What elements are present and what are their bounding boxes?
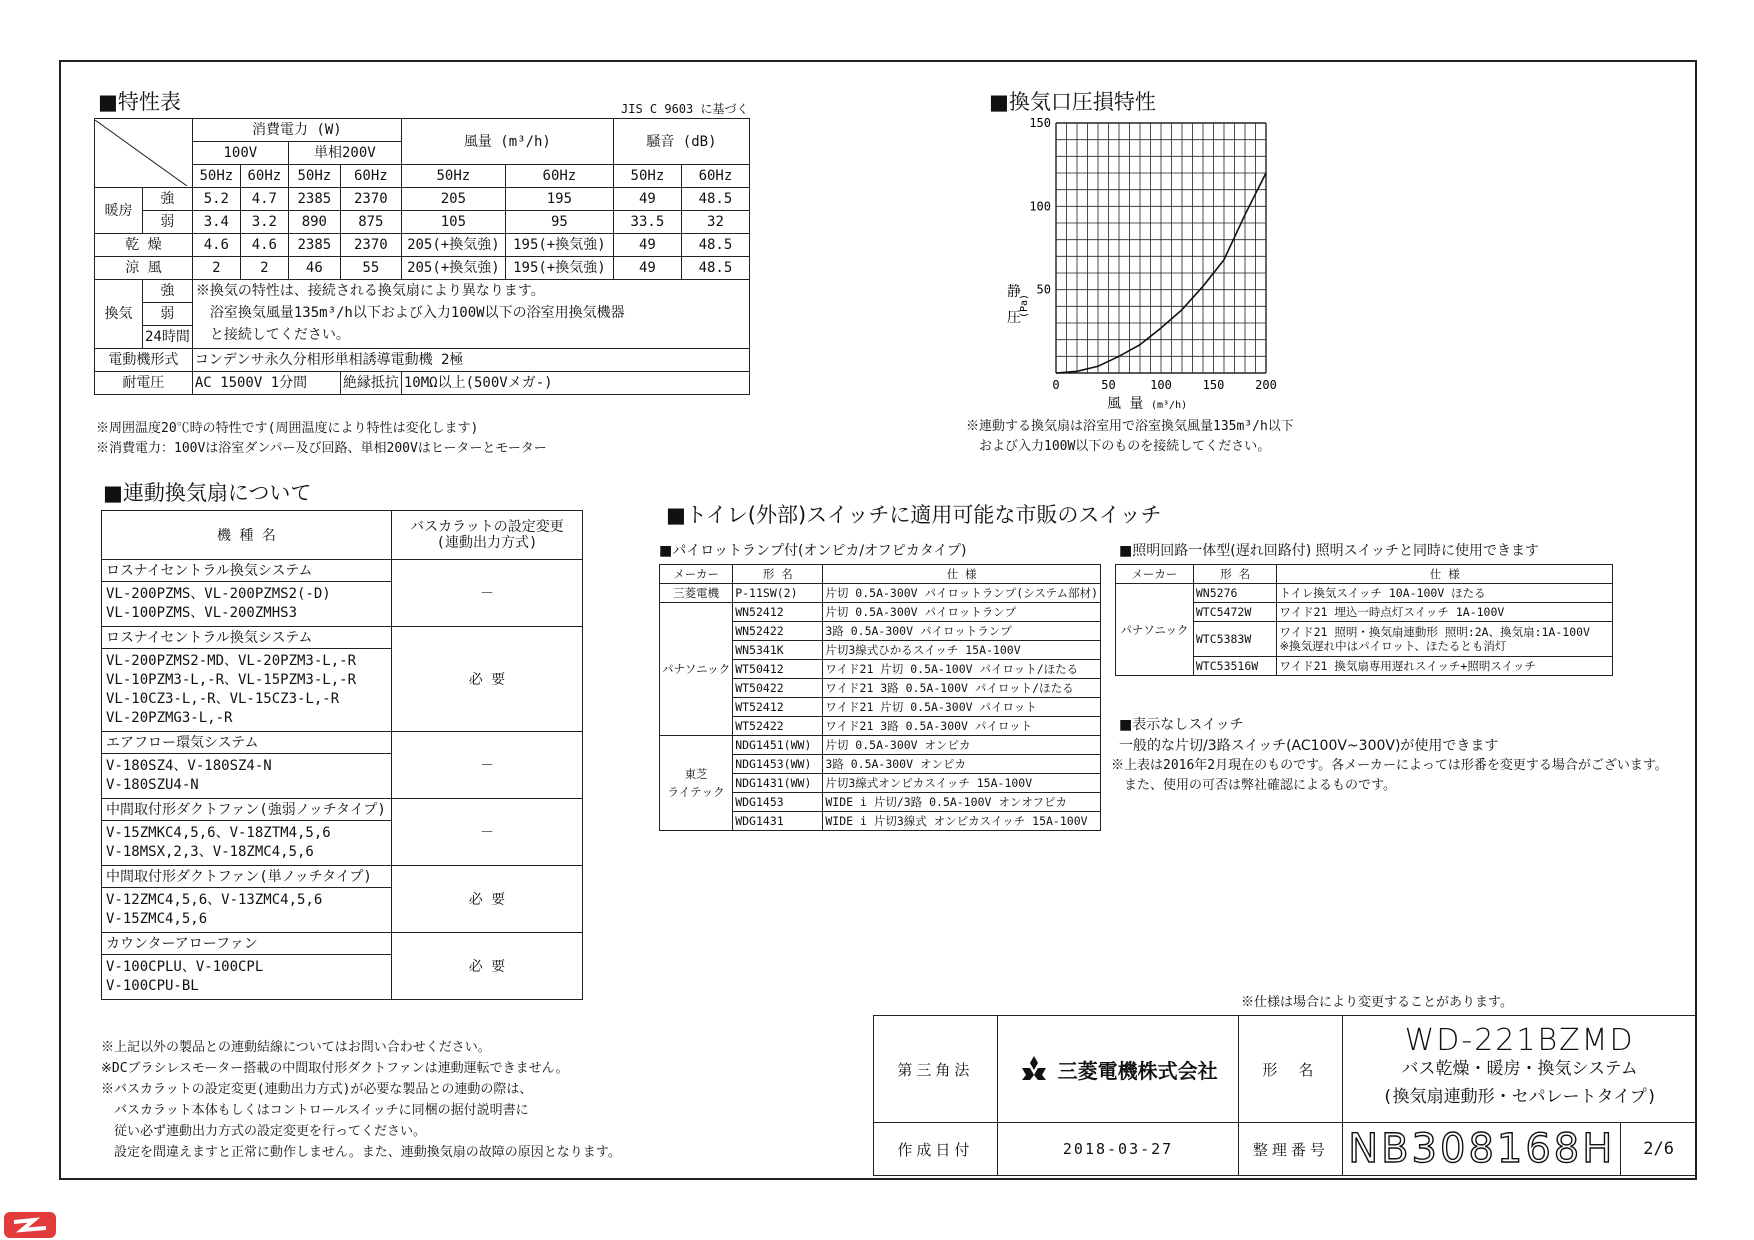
x-tick-label: 200 — [1255, 378, 1277, 392]
y-tick-label: 50 — [1036, 282, 1051, 297]
pressure-notes — [966, 417, 1294, 457]
col-model: 形 名 — [733, 565, 823, 584]
value-cell: 5.2 — [192, 188, 240, 211]
row-label-weak: 弱 — [143, 303, 193, 326]
value-cell: 46 — [288, 257, 340, 280]
spec-table — [94, 118, 750, 395]
switch-model: WDG1431 — [733, 812, 823, 831]
switch-spec: WIDE i 片切/3路 0.5A-100V オンオフピカ — [823, 793, 1101, 812]
mitsubishi-logo-icon — [1019, 1056, 1049, 1082]
row-label-weak: 弱 — [143, 211, 193, 234]
maker-toshiba — [660, 736, 733, 831]
value-cell: 3.4 — [192, 211, 240, 234]
switch-model: WTC5383W — [1193, 622, 1277, 657]
switch-model: NDG1453(WW) — [733, 755, 823, 774]
value-cell: 4.7 — [240, 188, 288, 211]
maker-toshiba-line: ライテック — [667, 785, 725, 799]
toilet-notes — [1111, 756, 1668, 796]
hz-header: 50Hz — [401, 165, 505, 188]
value-cell: 205 — [401, 188, 505, 211]
fan-setting-value: 必 要 — [391, 933, 582, 1000]
hz-header: 60Hz — [505, 165, 613, 188]
fan-setting-value: 必 要 — [391, 627, 582, 732]
product-name: バス乾燥・暖房・換気システム — [1401, 1059, 1638, 1079]
v200-header: 単相200V — [288, 142, 401, 165]
pressure-title: ■換気口圧損特性 — [989, 90, 1156, 114]
row-heat-weak — [95, 211, 750, 234]
pilot-switch-table — [659, 564, 1101, 831]
value-cell: 49 — [613, 234, 681, 257]
fan-col-setting-line: バスカラットの設定変更 — [410, 519, 564, 535]
col-maker: メーカー — [660, 565, 733, 584]
fan-setting-value: － — [391, 732, 582, 799]
switch-spec: ワイド21 照明・換気扇連動形 照明:2A、換気扇:1A-100V ※換気遅れ中はパイロット、ほたるとも消灯 — [1277, 622, 1613, 657]
value-cell: 2385 — [288, 188, 340, 211]
switch-model: WDG1453 — [733, 793, 823, 812]
company-name: 三菱電機株式会社 — [1057, 1058, 1218, 1083]
x-tick-label: 50 — [1101, 378, 1116, 392]
value-cell: 205(+換気強) — [401, 257, 505, 280]
airflow-header: 風量 (m³/h) — [401, 119, 613, 165]
fan-setting-value: 必 要 — [391, 866, 582, 933]
insulation-label: 絶縁抵抗 — [340, 372, 401, 395]
fan-setting-value: － — [391, 560, 582, 627]
fan-models: VL-200PZMS2-MD、VL-20PZM3-L,-R VL-10PZM3-L,-R、VL-15PZM3-L,-R VL-10CZ3-L,-R、VL-15CZ3-L,-R VL-20PZMG3-L,-R — [102, 649, 392, 732]
switch-model: WT52412 — [733, 698, 823, 717]
diagonal-cell — [95, 119, 193, 188]
switch-spec: 片切3線式オンピカスイッチ 15A-100V — [823, 774, 1101, 793]
power-header: 消費電力 (W) — [192, 119, 401, 142]
spec-notes — [96, 419, 547, 459]
switch-spec: 3路 0.5A-300V パイロットランプ — [823, 622, 1101, 641]
pressure-note: ※連動する換気扇は浴室用で浴室換気風量135m³/h以下 — [966, 419, 1294, 434]
row-label-cooling: 涼 風 — [95, 257, 193, 280]
value-cell: 95 — [505, 211, 613, 234]
spec-note: ※消費電力：100Vは浴室ダンパー及び回路、単相200Vはヒーターとモーター — [96, 441, 547, 456]
date-label: 作成日付 — [874, 1123, 998, 1176]
value-cell: 55 — [340, 257, 401, 280]
light-switch-table — [1115, 564, 1613, 676]
model-cell — [1343, 1016, 1697, 1123]
fan-category: ロスナイセントラル換気システム — [102, 560, 392, 582]
switch-spec: トイレ換気スイッチ 10A-100V ほたる — [1277, 584, 1613, 603]
switch-spec: 片切3線式ひかるスイッチ 15A-100V — [823, 641, 1101, 660]
pressure-chart — [961, 112, 1301, 412]
spec-title: ■特性表 — [98, 90, 181, 114]
row-dry — [95, 234, 750, 257]
voltage-label: 耐電圧 — [95, 372, 193, 395]
value-cell: 2370 — [340, 234, 401, 257]
fan-col-model: 機 種 名 — [102, 511, 392, 560]
vent-note-line: と接続してください。 — [195, 327, 350, 343]
row-label-24h: 24時間 — [143, 326, 193, 349]
projection-method: 第三角法 — [874, 1016, 998, 1123]
toilet-note: ※上表は2016年2月現在のものです。各メーカーによっては形番を変更する場合がございます。 — [1111, 758, 1668, 773]
maker-panasonic: パナソニック — [1116, 584, 1194, 676]
row-label-strong: 強 — [143, 280, 193, 303]
noise-header: 騒音 (dB) — [613, 119, 749, 165]
value-cell: 195 — [505, 188, 613, 211]
spec-change-note: ※仕様は場合により変更することがあります。 — [1241, 995, 1513, 1010]
col-maker: メーカー — [1116, 565, 1194, 584]
value-cell: 205(+換気強) — [401, 234, 505, 257]
fan-note: 設定を間違えますと正常に動作しません。また、連動換気扇の故障の原因となります。 — [101, 1145, 621, 1160]
drawing-sheet — [59, 60, 1697, 1180]
switch-model: WN52412 — [733, 603, 823, 622]
y-tick-label: 100 — [1029, 199, 1051, 214]
fan-col-setting — [391, 511, 582, 560]
none-switch-text: 一般的な片切/3路スイッチ(AC100V~300V)が使用できます — [1119, 738, 1499, 754]
value-cell: 49 — [613, 257, 681, 280]
value-cell: 875 — [340, 211, 401, 234]
date-value: 2018-03-27 — [997, 1123, 1239, 1176]
value-cell: 49 — [613, 188, 681, 211]
value-cell: 3.2 — [240, 211, 288, 234]
none-switch-title: ■表示なしスイッチ — [1119, 717, 1244, 733]
switch-model: WTC53516W — [1193, 657, 1277, 676]
value-cell: 2 — [192, 257, 240, 280]
value-cell: 32 — [681, 211, 749, 234]
switch-spec: ワイド21 埋込一時点灯スイッチ 1A-100V — [1277, 603, 1613, 622]
toilet-title: ■トイレ(外部)スイッチに適用可能な市販のスイッチ — [666, 503, 1162, 527]
value-cell: 4.6 — [240, 234, 288, 257]
y-axis-label: 静 — [1007, 284, 1021, 300]
page-number: 2/6 — [1621, 1123, 1697, 1176]
switch-model: NDG1431(WW) — [733, 774, 823, 793]
value-cell: 2385 — [288, 234, 340, 257]
motor-value: コンデンサ永久分相形単相誘導電動機 2極 — [192, 349, 749, 372]
hz-header: 60Hz — [681, 165, 749, 188]
pilot-title: ■パイロットランプ付(オンピカ/オフピカタイプ) — [659, 543, 967, 559]
hz-header: 50Hz — [613, 165, 681, 188]
switch-spec: 3路 0.5A-300V オンピカ — [823, 755, 1101, 774]
company-cell — [997, 1016, 1239, 1123]
fan-note: ※上記以外の製品との連動結線についてはお問い合わせください。 — [101, 1040, 491, 1055]
fan-title: ■連動換気扇について — [103, 481, 312, 505]
fan-category: カウンターアローファン — [102, 933, 392, 955]
maker-mitsubishi: 三菱電機 — [660, 584, 733, 603]
fan-models: V-100CPLU、V-100CPL V-100CPU-BL — [102, 955, 392, 1000]
value-cell: 105 — [401, 211, 505, 234]
value-cell: 33.5 — [613, 211, 681, 234]
fan-category: ロスナイセントラル換気システム — [102, 627, 392, 649]
fan-category: エアフロー環気システム — [102, 732, 392, 754]
pressure-note: および入力100W以下のものを接続してください。 — [966, 439, 1271, 454]
fan-models: V-15ZMKC4,5,6、V-18ZTM4,5,6 V-18MSX,2,3、V-18ZMC4,5,6 — [102, 821, 392, 866]
maker-toshiba-line: 東芝 — [684, 767, 708, 781]
hz-header: 60Hz — [340, 165, 401, 188]
fan-table — [101, 510, 583, 1000]
switch-model: WN52422 — [733, 622, 823, 641]
fan-note: 従い必ず連動出力方式の設定変更を行ってください。 — [101, 1124, 427, 1139]
fan-note: ※DCブラシレスモーター搭載の中間取付形ダクトファンは連動運転できません。 — [101, 1061, 569, 1076]
spec-standard: JIS C 9603 に基づく — [621, 102, 749, 116]
switch-spec: ワイド21 3路 0.5A-300V パイロット — [823, 717, 1101, 736]
value-cell: 48.5 — [681, 257, 749, 280]
switch-spec: ワイド21 換気扇専用遅れスイッチ+照明スイッチ — [1277, 657, 1613, 676]
fan-category: 中間取付形ダクトファン(単ノッチタイプ) — [102, 866, 392, 888]
value-cell: 2370 — [340, 188, 401, 211]
switch-model: WT50412 — [733, 660, 823, 679]
toilet-note: また、使用の可否は弊社確認によるものです。 — [1111, 778, 1396, 793]
v100-header: 100V — [192, 142, 288, 165]
switch-spec: 片切 0.5A-300V オンピカ — [823, 736, 1101, 755]
x-tick-label: 0 — [1052, 378, 1060, 392]
row-cool — [95, 257, 750, 280]
col-spec: 仕 様 — [1277, 565, 1613, 584]
fan-setting-value: － — [391, 799, 582, 866]
row-label-drying: 乾 燥 — [95, 234, 193, 257]
vent-note — [192, 280, 749, 349]
insulation-value: 10MΩ以上(500Vメガ-) — [401, 372, 749, 395]
chart-grid — [1056, 123, 1266, 373]
col-spec: 仕 様 — [823, 565, 1101, 584]
switch-spec: WIDE i 片切3線式 オンピカスイッチ 15A-100V — [823, 812, 1101, 831]
switch-model: WN5276 — [1193, 584, 1277, 603]
product-type: (換気扇連動形・セパレートタイプ) — [1382, 1087, 1657, 1107]
fan-note: バスカラット本体もしくはコントロールスイッチに同梱の据付説明書に — [101, 1103, 529, 1118]
number-label: 整理番号 — [1239, 1123, 1343, 1176]
title-block — [873, 1015, 1697, 1176]
x-axis-label: 風 量 — [1107, 396, 1144, 412]
y-axis-label: 圧 — [1007, 310, 1021, 326]
vent-note-line: 浴室換気風量135m³/h以下および入力100W以下の浴室用換気機器 — [195, 305, 625, 321]
light-title: ■照明回路一体型(遅れ回路付) 照明スイッチと同時に使用できます — [1119, 543, 1540, 559]
fan-category: 中間取付形ダクトファン(強弱ノッチタイプ) — [102, 799, 392, 821]
vent-note-line: ※換気の特性は、接続される換気扇により異なります。 — [195, 283, 545, 299]
y-axis-unit: (Pa) — [1019, 293, 1030, 318]
hz-header: 50Hz — [288, 165, 340, 188]
corner-logo-icon — [0, 1206, 60, 1240]
switch-spec: 片切 0.5A-300V パイロットランプ — [823, 603, 1101, 622]
fan-col-setting-line: (連動出力方式) — [436, 535, 538, 551]
row-label-heating: 暖房 — [95, 188, 143, 234]
switch-spec: ワイド21 3路 0.5A-100V パイロット/ほたる — [823, 679, 1101, 698]
value-cell: 890 — [288, 211, 340, 234]
fan-models: V-12ZMC4,5,6、V-13ZMC4,5,6 V-15ZMC4,5,6 — [102, 888, 392, 933]
document-number: NB308168H — [1343, 1123, 1621, 1176]
fan-models: VL-200PZMS、VL-200PZMS2(-D) VL-100PZMS、VL-200ZMHS3 — [102, 582, 392, 627]
fan-notes — [101, 1037, 621, 1163]
value-cell: 48.5 — [681, 234, 749, 257]
switch-spec: ワイド21 片切 0.5A-100V パイロット/ほたる — [823, 660, 1101, 679]
value-cell: 195(+換気強) — [505, 257, 613, 280]
x-tick-label: 100 — [1150, 378, 1172, 392]
model-label: 形 名 — [1239, 1016, 1343, 1123]
value-cell: 4.6 — [192, 234, 240, 257]
switch-model: NDG1451(WW) — [733, 736, 823, 755]
row-label-strong: 強 — [143, 188, 193, 211]
fan-models: V-180SZ4、V-180SZ4-N V-180SZU4-N — [102, 754, 392, 799]
switch-model: WN5341K — [733, 641, 823, 660]
switch-model: WTC5472W — [1193, 603, 1277, 622]
value-cell: 195(+換気強) — [505, 234, 613, 257]
fan-note: ※バスカラットの設定変更(連動出力方式)が必要な製品との連動の際は、 — [101, 1082, 533, 1097]
hz-header: 60Hz — [240, 165, 288, 188]
switch-spec: 片切 0.5A-300V パイロットランプ(システム部材) — [823, 584, 1101, 603]
switch-model: WT52422 — [733, 717, 823, 736]
voltage-value: AC 1500V 1分間 — [192, 372, 340, 395]
switch-spec: ワイド21 片切 0.5A-300V パイロット — [823, 698, 1101, 717]
model-number: WD-221BZMD — [1404, 1023, 1635, 1058]
maker-panasonic: パナソニック — [660, 603, 733, 736]
col-model: 形 名 — [1193, 565, 1277, 584]
value-cell: 48.5 — [681, 188, 749, 211]
switch-model: WT50422 — [733, 679, 823, 698]
x-axis-unit: (m³/h) — [1151, 400, 1188, 411]
x-tick-label: 150 — [1202, 378, 1225, 392]
hz-header: 50Hz — [192, 165, 240, 188]
y-tick-label: 150 — [1029, 116, 1051, 130]
switch-model: P-11SW(2) — [733, 584, 823, 603]
motor-label: 電動機形式 — [95, 349, 193, 372]
value-cell: 2 — [240, 257, 288, 280]
row-heat-strong — [95, 188, 750, 211]
spec-note: ※周囲温度20℃時の特性です(周囲温度により特性は変化します) — [96, 421, 479, 436]
row-label-ventilation: 換気 — [95, 280, 143, 349]
